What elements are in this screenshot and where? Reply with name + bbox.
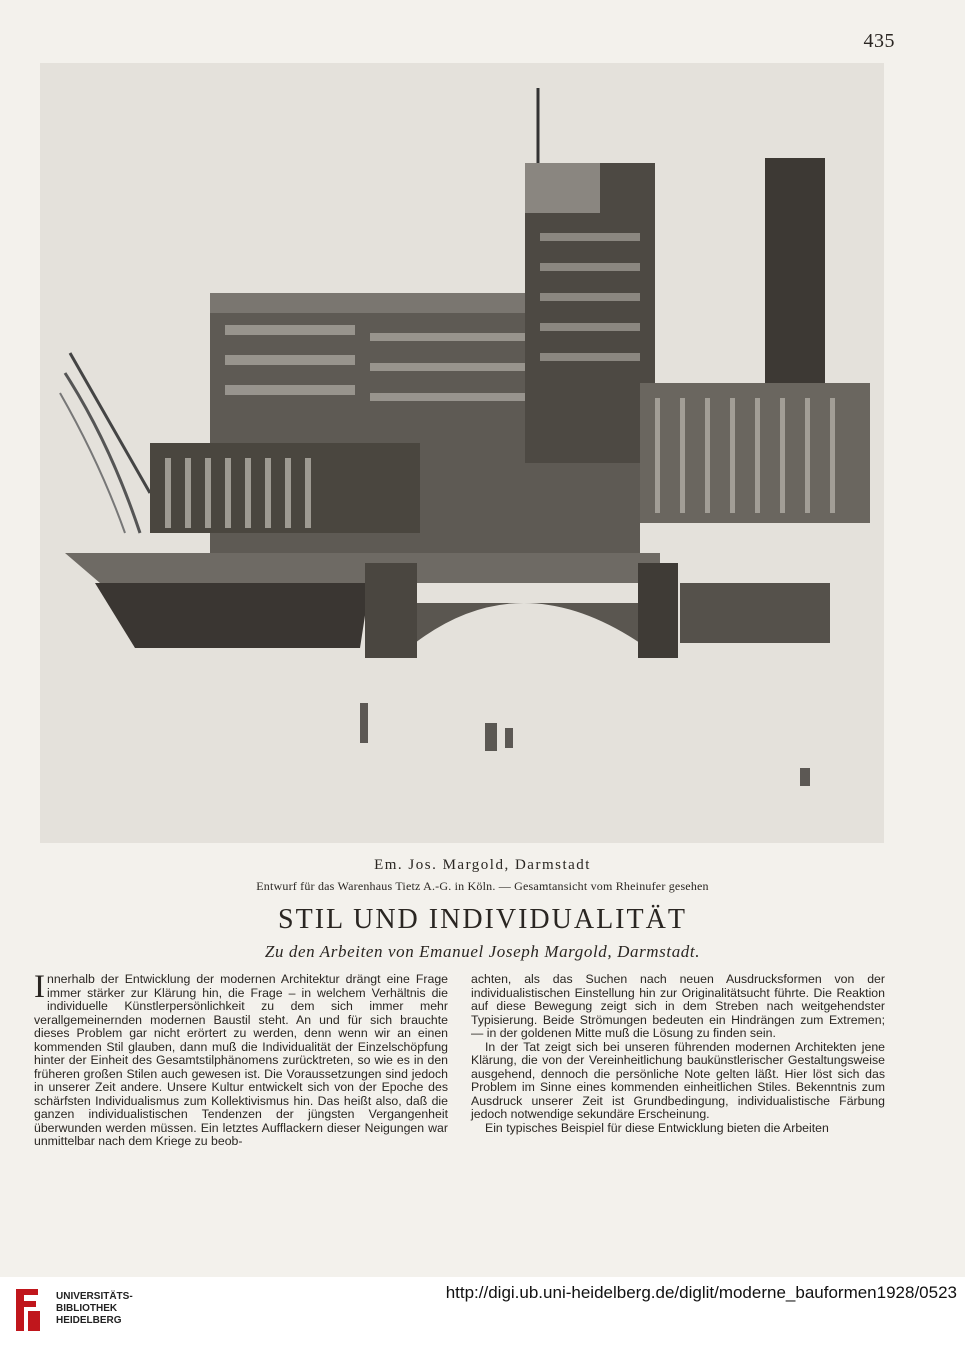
source-url-link[interactable]: http://digi.ub.uni-heidelberg.de/diglit/moderne_bauformen1928/0523: [445, 1283, 957, 1302]
institution-line: UNIVERSITÄTS-: [56, 1291, 133, 1302]
article-title: STIL UND INDIVIDUALITÄT: [278, 904, 687, 935]
caption-author: Em. Jos. Margold, Darmstadt: [374, 857, 591, 873]
right-paragraph-3: Ein typisches Beispiel für diese Entwicklung bieten die Arbeiten: [485, 1120, 829, 1135]
architectural-drawing: [40, 63, 884, 843]
institution-line: HEIDELBERG: [56, 1315, 122, 1326]
page-number: 435: [863, 30, 895, 52]
left-paragraph: [34, 969, 448, 1149]
right-paragraph-1: achten, als das Suchen nach neuen Ausdrucksformen von der individualistischen Einstellung hin zur Originalitätsucht führte. Die Reaktion auf diese Bewegung zeigt sich in dem Streben nach weitgehendster Typisierung. Beide Strömungen bedeuten ein Hindrängen zum Extremen; — in der goldenen Mitte muß die Lösung zu finden sein.: [471, 972, 885, 1040]
institution-line: BIBLIOTHEK: [56, 1303, 118, 1314]
article-subtitle: Zu den Arbeiten von Emanuel Joseph Margold, Darmstadt.: [264, 942, 701, 961]
footer-bar: [0, 1277, 965, 1345]
left-column: [34, 969, 448, 1149]
right-paragraph-2: In der Tat zeigt sich bei unseren führenden modernen Architekten jene Klärung, die von der Vereinheitlichung baukünstlerischer Gestaltungsweise ausgehend, dennoch die persönliche Note gelten läßt. Hier löst sich das Problem im Sinne eines kommenden einheitlichen Stiles. Bekenntnis zum Ausdruck unserer Zeit ist Grundbedingung, individualistische Färbung jedoch notwendige sekundäre Erscheinung.: [471, 1039, 885, 1121]
university-library-logo-icon: [10, 1287, 44, 1333]
caption-description: Entwurf für das Warenhaus Tietz A.-G. in Köln. — Gesamtansicht vom Rheinufer gesehen: [256, 879, 709, 893]
department-store-illustration: [40, 63, 884, 843]
institution-name: [56, 1291, 133, 1327]
right-column: [471, 973, 885, 1135]
dropcap: I: [34, 969, 45, 1005]
left-paragraph-text: nnerhalb der Entwicklung der modernen Architektur drängt eine Frage immer stärker zur Klärung hin, die Frage – in welchem Verhältnis die individuelle Künstlerpersönlichkeit zu dem sich immer mehr verallgemeinernden modernen Baustil steht. An und für sich brauchte dieses Problem gar nicht erörtert zu werden, denn wenn wir an einen kommenden Stil glauben, dann muß die Individualität der Einzelschöpfung hinter der Einheit des Gesamtstilphänomens zurücktreten, so wie es in den früheren großen Stilen auch gewesen ist. Die Voraussetzungen sind jedoch in unserer Zeit andere. Unsere Kultur entwickelt sich von der Epoche des schärfsten Individualismus zum Kollektivismus hin. Das heißt also, daß die ganzen individualistischen Tendenzen der jüngsten Vergangenheit überwunden werden müssen. Ein letztes Aufflackern dieser Neigungen war unmittelbar nach dem Kriege zu beob-: [34, 972, 448, 1148]
